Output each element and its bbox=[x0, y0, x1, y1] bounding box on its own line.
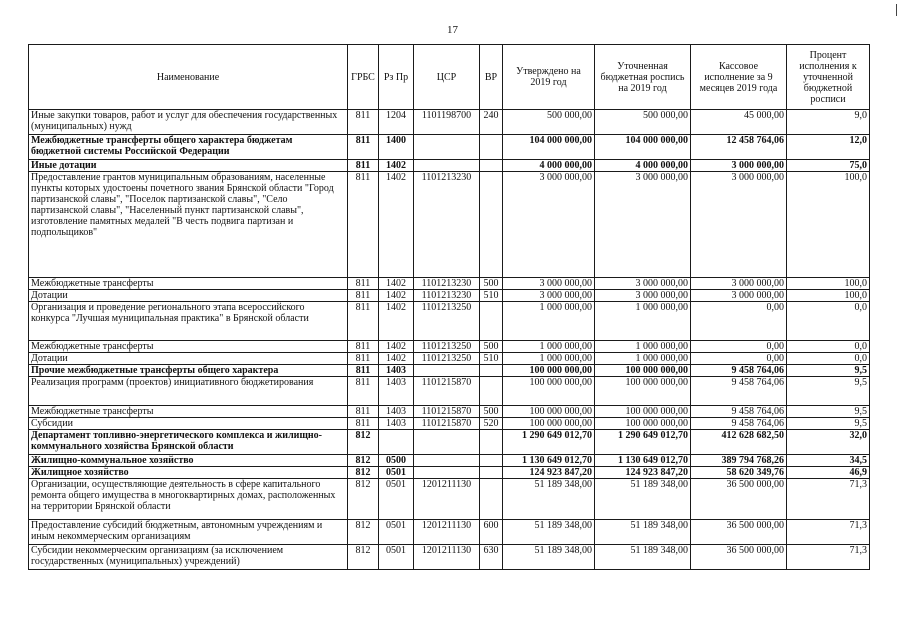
cell-vr bbox=[480, 135, 503, 160]
cell-csr: 1101198700 bbox=[414, 110, 480, 135]
table-row bbox=[29, 545, 870, 570]
cell-percent: 75,0 bbox=[787, 160, 870, 172]
cell-csr bbox=[414, 430, 480, 455]
cell-percent: 100,0 bbox=[787, 290, 870, 302]
cell-name: Иные закупки товаров, работ и услуг для обеспечения государственных (муниципальных) нужд bbox=[29, 110, 348, 135]
header-approved: Утверждено на 2019 год bbox=[503, 45, 595, 110]
cell-grbs: 811 bbox=[348, 160, 379, 172]
table-row bbox=[29, 377, 870, 406]
cell-rzpr: 1402 bbox=[379, 290, 414, 302]
cell-rzpr: 1402 bbox=[379, 278, 414, 290]
cell-cash: 12 458 764,06 bbox=[691, 135, 787, 160]
cell-name: Иные дотации bbox=[29, 160, 348, 172]
cell-percent: 9,5 bbox=[787, 406, 870, 418]
cell-percent: 46,9 bbox=[787, 467, 870, 479]
cell-vr bbox=[480, 467, 503, 479]
cell-grbs: 812 bbox=[348, 545, 379, 570]
cell-percent: 9,5 bbox=[787, 418, 870, 430]
cell-cash: 9 458 764,06 bbox=[691, 377, 787, 406]
header-rzpr: Рз Пр bbox=[379, 45, 414, 110]
cell-percent: 100,0 bbox=[787, 278, 870, 290]
cell-cash: 45 000,00 bbox=[691, 110, 787, 135]
cell-cash: 36 500 000,00 bbox=[691, 520, 787, 545]
cell-percent: 9,5 bbox=[787, 365, 870, 377]
page-number: 17 bbox=[447, 24, 458, 36]
cell-percent: 71,3 bbox=[787, 479, 870, 520]
cell-name: Прочие межбюджетные трансферты общего характера bbox=[29, 365, 348, 377]
cell-vr bbox=[480, 430, 503, 455]
cell-vr: 520 bbox=[480, 418, 503, 430]
cell-vr: 500 bbox=[480, 278, 503, 290]
cell-vr: 510 bbox=[480, 353, 503, 365]
cell-percent: 71,3 bbox=[787, 545, 870, 570]
cell-vr: 240 bbox=[480, 110, 503, 135]
cell-refined: 500 000,00 bbox=[595, 110, 691, 135]
cell-grbs: 811 bbox=[348, 172, 379, 278]
budget-table bbox=[28, 44, 870, 570]
cell-cash: 36 500 000,00 bbox=[691, 479, 787, 520]
cell-name: Организация и проведение регионального этапа всероссийского конкурса "Лучшая муниципальная практика" в Брянской области bbox=[29, 302, 348, 341]
table-row bbox=[29, 278, 870, 290]
cell-refined: 1 000 000,00 bbox=[595, 353, 691, 365]
cell-cash: 3 000 000,00 bbox=[691, 172, 787, 278]
cell-csr: 1101213230 bbox=[414, 172, 480, 278]
cell-approved: 3 000 000,00 bbox=[503, 290, 595, 302]
cell-rzpr: 0501 bbox=[379, 467, 414, 479]
cell-rzpr: 0501 bbox=[379, 545, 414, 570]
cell-rzpr: 1402 bbox=[379, 341, 414, 353]
cell-csr: 1101213230 bbox=[414, 278, 480, 290]
cell-name: Дотации bbox=[29, 290, 348, 302]
cell-grbs: 811 bbox=[348, 290, 379, 302]
cell-name: Жилищное хозяйство bbox=[29, 467, 348, 479]
header-percent: Процент исполнения к уточненной бюджетной росписи bbox=[787, 45, 870, 110]
cell-percent: 0,0 bbox=[787, 302, 870, 341]
cell-rzpr: 1403 bbox=[379, 418, 414, 430]
table-header-row bbox=[29, 45, 870, 110]
cell-refined: 1 290 649 012,70 bbox=[595, 430, 691, 455]
cell-csr: 1101213250 bbox=[414, 341, 480, 353]
cell-rzpr: 1402 bbox=[379, 160, 414, 172]
cell-grbs: 811 bbox=[348, 135, 379, 160]
cell-approved: 1 290 649 012,70 bbox=[503, 430, 595, 455]
scan-edge-mark bbox=[896, 4, 897, 16]
cell-approved: 1 000 000,00 bbox=[503, 341, 595, 353]
cell-percent: 0,0 bbox=[787, 341, 870, 353]
cell-grbs: 811 bbox=[348, 418, 379, 430]
cell-grbs: 811 bbox=[348, 406, 379, 418]
header-csr: ЦСР bbox=[414, 45, 480, 110]
cell-approved: 100 000 000,00 bbox=[503, 365, 595, 377]
header-vr: ВР bbox=[480, 45, 503, 110]
cell-refined: 1 130 649 012,70 bbox=[595, 455, 691, 467]
table-row bbox=[29, 479, 870, 520]
table-row bbox=[29, 135, 870, 160]
cell-approved: 100 000 000,00 bbox=[503, 406, 595, 418]
cell-cash: 0,00 bbox=[691, 353, 787, 365]
cell-cash: 36 500 000,00 bbox=[691, 545, 787, 570]
cell-refined: 1 000 000,00 bbox=[595, 341, 691, 353]
cell-csr: 1101215870 bbox=[414, 418, 480, 430]
cell-rzpr: 1403 bbox=[379, 365, 414, 377]
cell-refined: 100 000 000,00 bbox=[595, 418, 691, 430]
table-row bbox=[29, 365, 870, 377]
cell-cash: 3 000 000,00 bbox=[691, 160, 787, 172]
cell-name: Межбюджетные трансферты bbox=[29, 278, 348, 290]
cell-refined: 1 000 000,00 bbox=[595, 302, 691, 341]
cell-rzpr: 1403 bbox=[379, 406, 414, 418]
cell-approved: 3 000 000,00 bbox=[503, 278, 595, 290]
cell-csr bbox=[414, 467, 480, 479]
cell-rzpr: 1402 bbox=[379, 172, 414, 278]
table-row bbox=[29, 353, 870, 365]
table-row bbox=[29, 110, 870, 135]
cell-percent: 9,5 bbox=[787, 377, 870, 406]
cell-rzpr: 1402 bbox=[379, 302, 414, 341]
cell-cash: 9 458 764,06 bbox=[691, 418, 787, 430]
cell-grbs: 811 bbox=[348, 110, 379, 135]
cell-approved: 4 000 000,00 bbox=[503, 160, 595, 172]
cell-name: Межбюджетные трансферты bbox=[29, 341, 348, 353]
cell-cash: 9 458 764,06 bbox=[691, 406, 787, 418]
cell-vr bbox=[480, 302, 503, 341]
cell-refined: 124 923 847,20 bbox=[595, 467, 691, 479]
cell-name: Субсидии некоммерческим организациям (за исключением государственных (муниципальных) учреждений) bbox=[29, 545, 348, 570]
cell-rzpr: 0501 bbox=[379, 520, 414, 545]
cell-cash: 389 794 768,26 bbox=[691, 455, 787, 467]
header-refined: Уточненная бюджетная роспись на 2019 год bbox=[595, 45, 691, 110]
cell-percent: 12,0 bbox=[787, 135, 870, 160]
cell-grbs: 812 bbox=[348, 455, 379, 467]
cell-approved: 104 000 000,00 bbox=[503, 135, 595, 160]
cell-csr: 1201211130 bbox=[414, 545, 480, 570]
cell-vr: 630 bbox=[480, 545, 503, 570]
cell-name: Департамент топливно-энергетического комплекса и жилищно-коммунального хозяйства Брянской области bbox=[29, 430, 348, 455]
cell-cash: 0,00 bbox=[691, 341, 787, 353]
table-row bbox=[29, 467, 870, 479]
cell-vr bbox=[480, 365, 503, 377]
table-row bbox=[29, 520, 870, 545]
cell-approved: 1 000 000,00 bbox=[503, 353, 595, 365]
cell-percent: 32,0 bbox=[787, 430, 870, 455]
cell-grbs: 811 bbox=[348, 302, 379, 341]
cell-vr: 500 bbox=[480, 406, 503, 418]
header-grbs: ГРБС bbox=[348, 45, 379, 110]
cell-grbs: 812 bbox=[348, 479, 379, 520]
cell-name: Дотации bbox=[29, 353, 348, 365]
cell-name: Организации, осуществляющие деятельность в сфере капитального ремонта общего имущества в многоквартирных домах, расположенных на территории Брянской области bbox=[29, 479, 348, 520]
cell-grbs: 811 bbox=[348, 377, 379, 406]
cell-approved: 124 923 847,20 bbox=[503, 467, 595, 479]
cell-csr bbox=[414, 160, 480, 172]
cell-csr: 1101213250 bbox=[414, 302, 480, 341]
header-name: Наименование bbox=[29, 45, 348, 110]
cell-vr bbox=[480, 377, 503, 406]
cell-cash: 3 000 000,00 bbox=[691, 278, 787, 290]
cell-cash: 58 620 349,76 bbox=[691, 467, 787, 479]
cell-rzpr: 1402 bbox=[379, 353, 414, 365]
table-row bbox=[29, 290, 870, 302]
cell-csr: 1101213230 bbox=[414, 290, 480, 302]
cell-rzpr: 0500 bbox=[379, 455, 414, 467]
cell-refined: 4 000 000,00 bbox=[595, 160, 691, 172]
cell-name: Предоставление грантов муниципальным образованиям, населенные пункты которых удостоены почетного звания Брянской области "Город партизанской славы", "Поселок партизанской славы", "Село партизанской славы", "Населенный пункт партизанской славы", изготовление памятных медалей "В честь подвига партизан и подпольщиков" bbox=[29, 172, 348, 278]
cell-refined: 100 000 000,00 bbox=[595, 377, 691, 406]
cell-vr: 500 bbox=[480, 341, 503, 353]
cell-grbs: 811 bbox=[348, 278, 379, 290]
cell-rzpr bbox=[379, 430, 414, 455]
table-row bbox=[29, 160, 870, 172]
cell-approved: 3 000 000,00 bbox=[503, 172, 595, 278]
cell-csr: 1201211130 bbox=[414, 479, 480, 520]
cell-grbs: 812 bbox=[348, 467, 379, 479]
cell-rzpr: 0501 bbox=[379, 479, 414, 520]
cell-percent: 9,0 bbox=[787, 110, 870, 135]
cell-refined: 3 000 000,00 bbox=[595, 278, 691, 290]
cell-percent: 0,0 bbox=[787, 353, 870, 365]
cell-csr bbox=[414, 135, 480, 160]
cell-grbs: 812 bbox=[348, 520, 379, 545]
cell-csr: 1101215870 bbox=[414, 377, 480, 406]
cell-approved: 100 000 000,00 bbox=[503, 418, 595, 430]
table-row bbox=[29, 455, 870, 467]
cell-refined: 3 000 000,00 bbox=[595, 172, 691, 278]
cell-name: Реализация программ (проектов) инициативного бюджетирования bbox=[29, 377, 348, 406]
cell-name: Межбюджетные трансферты общего характера бюджетам бюджетной системы Российской Федерации bbox=[29, 135, 348, 160]
cell-refined: 51 189 348,00 bbox=[595, 545, 691, 570]
cell-approved: 500 000,00 bbox=[503, 110, 595, 135]
cell-rzpr: 1400 bbox=[379, 135, 414, 160]
cell-refined: 51 189 348,00 bbox=[595, 520, 691, 545]
table-row bbox=[29, 302, 870, 341]
cell-grbs: 812 bbox=[348, 430, 379, 455]
cell-approved: 51 189 348,00 bbox=[503, 479, 595, 520]
table-row bbox=[29, 172, 870, 278]
cell-cash: 3 000 000,00 bbox=[691, 290, 787, 302]
cell-percent: 100,0 bbox=[787, 172, 870, 278]
cell-name: Межбюджетные трансферты bbox=[29, 406, 348, 418]
cell-refined: 51 189 348,00 bbox=[595, 479, 691, 520]
cell-vr bbox=[480, 455, 503, 467]
cell-cash: 9 458 764,06 bbox=[691, 365, 787, 377]
cell-grbs: 811 bbox=[348, 341, 379, 353]
cell-grbs: 811 bbox=[348, 365, 379, 377]
cell-approved: 1 000 000,00 bbox=[503, 302, 595, 341]
cell-name: Жилищно-коммунальное хозяйство bbox=[29, 455, 348, 467]
header-cash: Кассовое исполнение за 9 месяцев 2019 года bbox=[691, 45, 787, 110]
cell-csr: 1101215870 bbox=[414, 406, 480, 418]
table-row bbox=[29, 430, 870, 455]
cell-grbs: 811 bbox=[348, 353, 379, 365]
cell-csr bbox=[414, 455, 480, 467]
cell-cash: 0,00 bbox=[691, 302, 787, 341]
cell-vr: 510 bbox=[480, 290, 503, 302]
table-row bbox=[29, 406, 870, 418]
cell-vr bbox=[480, 479, 503, 520]
cell-cash: 412 628 682,50 bbox=[691, 430, 787, 455]
cell-vr bbox=[480, 172, 503, 278]
cell-csr: 1101213250 bbox=[414, 353, 480, 365]
cell-rzpr: 1403 bbox=[379, 377, 414, 406]
cell-name: Субсидии bbox=[29, 418, 348, 430]
cell-percent: 71,3 bbox=[787, 520, 870, 545]
cell-approved: 1 130 649 012,70 bbox=[503, 455, 595, 467]
cell-refined: 100 000 000,00 bbox=[595, 406, 691, 418]
table-row bbox=[29, 418, 870, 430]
cell-refined: 104 000 000,00 bbox=[595, 135, 691, 160]
cell-refined: 100 000 000,00 bbox=[595, 365, 691, 377]
cell-rzpr: 1204 bbox=[379, 110, 414, 135]
cell-percent: 34,5 bbox=[787, 455, 870, 467]
cell-approved: 51 189 348,00 bbox=[503, 520, 595, 545]
cell-csr: 1201211130 bbox=[414, 520, 480, 545]
cell-vr: 600 bbox=[480, 520, 503, 545]
cell-refined: 3 000 000,00 bbox=[595, 290, 691, 302]
cell-csr bbox=[414, 365, 480, 377]
cell-vr bbox=[480, 160, 503, 172]
cell-name: Предоставление субсидий бюджетным, автономным учреждениям и иным некоммерческим организациям bbox=[29, 520, 348, 545]
cell-approved: 51 189 348,00 bbox=[503, 545, 595, 570]
cell-approved: 100 000 000,00 bbox=[503, 377, 595, 406]
table-row bbox=[29, 341, 870, 353]
